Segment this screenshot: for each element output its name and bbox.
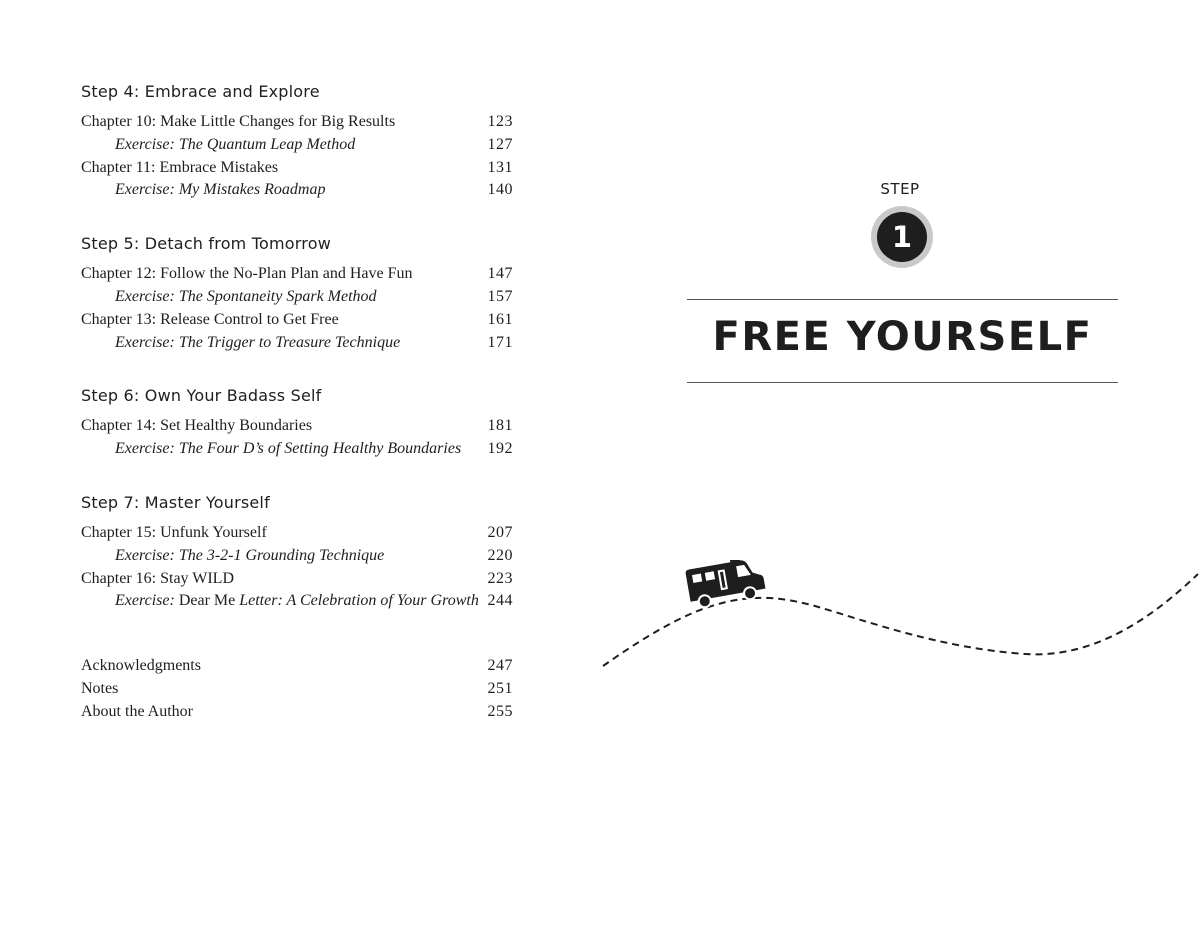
page-number: 192 — [487, 440, 513, 458]
page-number: 247 — [487, 657, 513, 675]
exercise-title: Letter: A Celebration of Your Growth — [239, 592, 479, 610]
toc-back-matter-item — [81, 701, 513, 724]
section-heading: Step 6: Own Your Badass Self — [81, 386, 322, 406]
entry-label: Chapter 10: Make Little Changes for Big Results — [81, 113, 396, 130]
exercise-title: The Trigger to Treasure Technique — [178, 333, 401, 351]
divider-bottom — [687, 382, 1118, 383]
toc-exercise — [81, 438, 513, 461]
entry-label — [115, 179, 325, 202]
exercise-prefix: Exercise: — [115, 181, 179, 199]
toc-chapter — [81, 263, 513, 286]
page-number: 127 — [487, 135, 513, 153]
entry-label: About the Author — [81, 702, 193, 720]
exercise-title: The Spontaneity Spark Method — [178, 287, 377, 305]
toc-section-step-4 — [81, 80, 513, 202]
section-heading: Step 5: Detach from Tomorrow — [81, 234, 331, 254]
step-label: STEP — [880, 180, 920, 198]
toc-section-step-5 — [81, 232, 513, 354]
step-number: 1 — [877, 212, 927, 262]
toc-chapter — [81, 415, 513, 438]
exercise-title: The Quantum Leap Method — [178, 135, 356, 153]
toc-chapter — [81, 157, 513, 180]
exercise-prefix: Exercise: — [115, 546, 179, 564]
toc-exercise — [81, 286, 513, 309]
toc-chapter — [81, 111, 513, 134]
entry-label: Chapter 12: Follow the No-Plan Plan and Have Fun — [81, 265, 413, 283]
entry-label: Notes — [81, 679, 119, 697]
divider-top — [687, 299, 1118, 300]
toc-chapter — [81, 568, 513, 591]
entry-label — [115, 286, 377, 309]
page-number: 131 — [487, 158, 513, 176]
part-title: FREE YOURSELF — [712, 314, 1093, 360]
section-heading: Step 4: Embrace and Explore — [81, 82, 320, 101]
page-number: 223 — [487, 569, 513, 587]
toc-exercise — [81, 332, 513, 355]
page-number: 220 — [487, 546, 513, 564]
entry-label: Chapter 14: Set Healthy Boundaries — [81, 417, 313, 435]
page-number: 157 — [487, 287, 513, 305]
entry-label: Chapter 15: Unfunk Yourself — [81, 523, 267, 541]
toc-back-matter — [81, 655, 513, 723]
page-number: 147 — [487, 265, 513, 283]
entry-label: Chapter 13: Release Control to Get Free — [81, 310, 339, 328]
toc-exercise — [81, 545, 513, 568]
toc-exercise — [81, 590, 513, 613]
toc-back-matter-item — [81, 655, 513, 678]
entry-label — [115, 332, 400, 355]
page-number: 251 — [487, 679, 513, 697]
page-number: 255 — [487, 702, 513, 720]
entry-label — [115, 545, 384, 568]
entry-label — [115, 134, 355, 157]
toc-exercise — [81, 134, 513, 157]
entry-label: Acknowledgments — [81, 657, 201, 675]
entry-label: Chapter 16: Stay WILD — [81, 569, 235, 587]
dashed-road-illustration — [600, 560, 1200, 680]
page-number: 207 — [487, 523, 513, 541]
table-of-contents — [81, 80, 513, 754]
exercise-title-upright: Dear Me — [178, 592, 240, 610]
page-number: 244 — [487, 592, 513, 610]
step-number-badge — [871, 206, 933, 268]
toc-chapter — [81, 309, 513, 332]
page-number: 123 — [487, 113, 513, 130]
toc-exercise — [81, 179, 513, 202]
exercise-prefix: Exercise: — [115, 135, 179, 153]
part-opener-page — [600, 0, 1200, 927]
exercise-title: My Mistakes Roadmap — [178, 181, 326, 199]
entry-label — [115, 438, 461, 461]
exercise-prefix: Exercise: — [115, 333, 179, 351]
section-heading: Step 7: Master Yourself — [81, 492, 270, 512]
page-number: 140 — [487, 181, 513, 199]
toc-back-matter-item — [81, 678, 513, 701]
toc-chapter — [81, 522, 513, 545]
page-number: 171 — [487, 333, 513, 351]
toc-section-step-6 — [81, 384, 513, 461]
toc-section-step-7 — [81, 491, 513, 613]
exercise-prefix: Exercise: — [115, 287, 179, 305]
page-number: 161 — [487, 310, 513, 328]
exercise-title: The 3-2-1 Grounding Technique — [178, 546, 385, 564]
exercise-prefix: Exercise: — [115, 440, 179, 458]
entry-label — [115, 590, 479, 613]
exercise-title: The Four D’s of Setting Healthy Boundaries — [178, 440, 462, 458]
page-number: 181 — [487, 417, 513, 435]
entry-label: Chapter 11: Embrace Mistakes — [81, 158, 279, 176]
exercise-prefix: Exercise: — [115, 592, 179, 610]
